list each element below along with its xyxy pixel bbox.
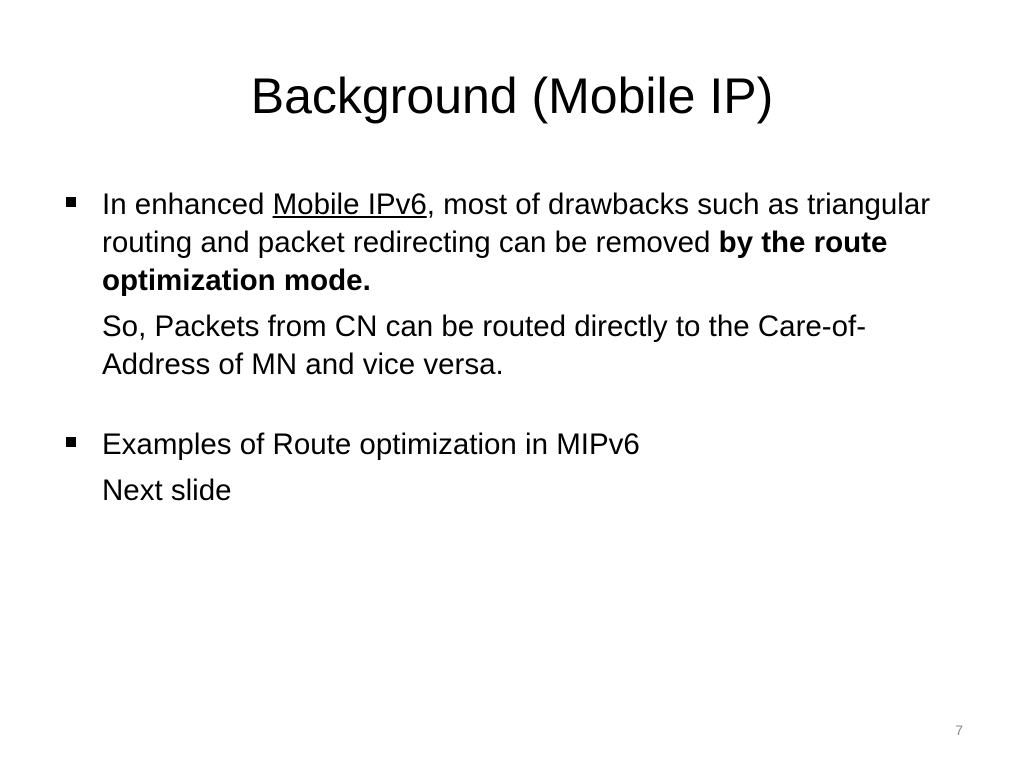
bullet-paragraph: [102, 186, 962, 300]
bullet-item: [62, 426, 962, 464]
bullet-text-start: In enhanced: [102, 188, 273, 221]
square-bullet-icon: [66, 197, 76, 207]
slide-body: [62, 186, 962, 510]
spacer: [62, 464, 962, 472]
spacer: [62, 300, 962, 308]
mobile-ipv6-link[interactable]: Mobile IPv6: [272, 188, 427, 221]
bullet-text-continued: , most of drawbacks such as triangular routing and packet redirecting can be removed: [102, 188, 931, 259]
square-bullet-icon: [66, 437, 76, 447]
bullet-item: [62, 186, 962, 300]
slide-title: Background (Mobile IP): [250, 68, 774, 124]
slide-page-number: 7: [955, 722, 963, 738]
spacer: [62, 384, 962, 426]
bullet-paragraph: Examples of Route optimization in MIPv6: [102, 428, 640, 461]
bullet-bold-text: by the route optimization mode.: [102, 226, 888, 297]
sub-paragraph: Next slide: [102, 474, 232, 507]
sub-paragraph: So, Packets from CN can be routed directly to the Care-of-Address of MN and vice versa.: [102, 310, 867, 381]
